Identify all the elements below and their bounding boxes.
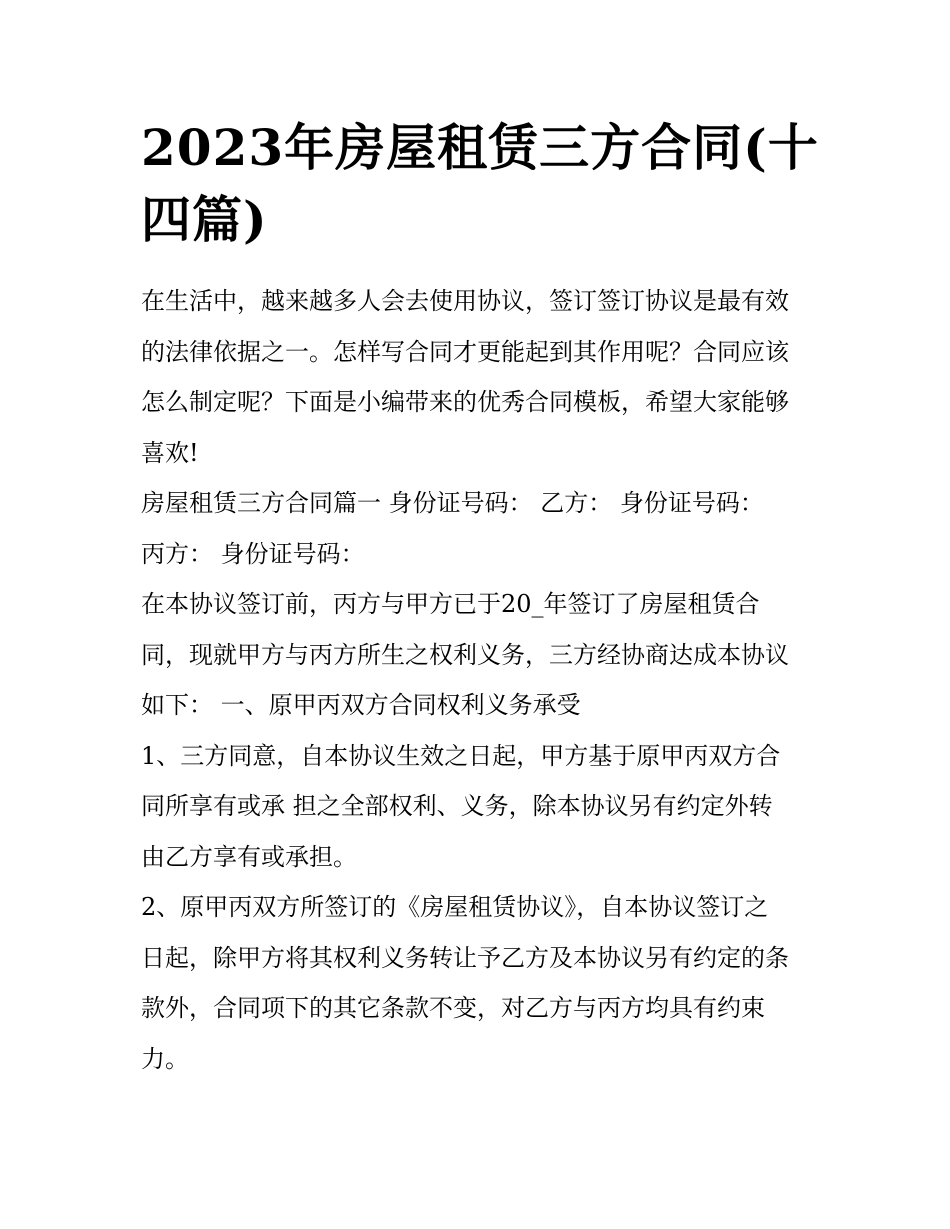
preamble-line-2: 同，现就甲方与丙方所生之权利义务，三方经协商达成本协议 [141, 640, 789, 669]
clause-2-line-1: 2、原甲丙双方所签订的《房屋租赁协议》，自本协议签订之 [141, 893, 769, 921]
title-line-1: 2023年房屋租赁三方合同(十 [141, 118, 819, 177]
preamble-line-1: 在本协议签订前，丙方与甲方已于20_年签订了房屋租赁合 [141, 590, 760, 618]
clause-1-line-2: 同所享有或承 担之全部权利、义务，除本协议另有约定外转 [141, 792, 773, 820]
preamble-line-3: 如下： 一、原甲丙双方合同权利义务承受 [141, 691, 581, 719]
clause-2-line-2: 日起，除甲方将其权利义务转让予乙方及本协议另有约定的条 [141, 943, 789, 972]
intro-line-3: 怎么制定呢？下面是小编带来的优秀合同模板，希望大家能够 [141, 388, 789, 416]
clause-2-line-4: 力。 [141, 1044, 189, 1073]
parties-line-1: 房屋租赁三方合同篇一 身份证号码： 乙方： 身份证号码： [141, 489, 764, 517]
clause-1-line-3: 由乙方享有或承担。 [141, 842, 357, 871]
document-page [141, 112, 819, 1084]
document-title [141, 112, 819, 256]
parties-line-2: 丙方： 身份证号码： [141, 539, 365, 568]
document-body [141, 276, 813, 1084]
title-line-2: 四篇) [141, 190, 268, 249]
clause-2-line-3: 款外，合同项下的其它条款不变，对乙方与丙方均具有约束 [141, 994, 765, 1022]
clause-1-line-1: 1、三方同意，自本协议生效之日起，甲方基于原甲丙双方合 [141, 741, 781, 770]
intro-line-4: 喜欢! [141, 438, 199, 467]
intro-line-1: 在生活中，越来越多人会去使用协议，签订签订协议是最有效 [141, 287, 789, 315]
intro-line-2: 的法律依据之一。怎样写合同才更能起到其作用呢？合同应该 [141, 337, 789, 366]
